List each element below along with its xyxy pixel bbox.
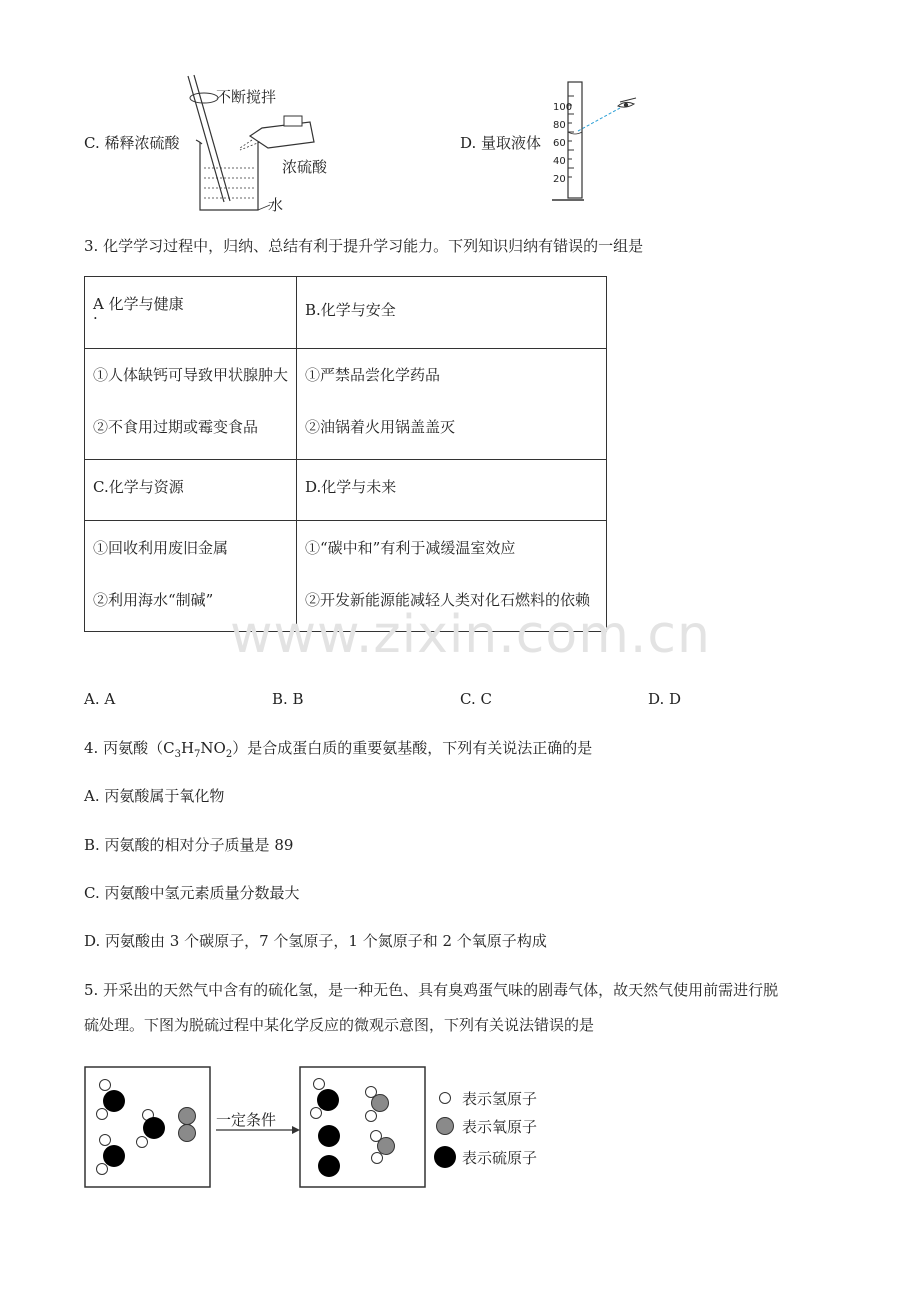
tick-80: 80 xyxy=(553,120,566,131)
q5-stem-line1: 5. 开采出的天然气中含有的硫化氢，是一种无色、具有臭鸡蛋气味的剧毒气体，故天然气使用前需进行脱 xyxy=(84,981,779,999)
h2s-molecule-1 xyxy=(97,1080,126,1120)
legend-sulfur: 表示硫原子 xyxy=(462,1149,538,1167)
option-d-label: D. 量取液体 xyxy=(460,134,542,152)
q4-option-b[interactable]: B. 丙氨酸的相对分子质量是 89 xyxy=(84,836,294,854)
h2s-molecule-unreacted xyxy=(311,1079,340,1119)
q3-stem: 3. 化学学习过程中，归纳、总结有利于提升学习能力。下列知识归纳有错误的一组是 xyxy=(84,237,644,255)
sulfur-atom-1 xyxy=(318,1125,340,1147)
tick-100: 100 xyxy=(553,102,573,113)
cell-a-head: A 化学与健康 · xyxy=(85,277,297,349)
tick-60: 60 xyxy=(553,138,566,149)
q4-option-c[interactable]: C. 丙氨酸中氢元素质量分数最大 xyxy=(84,884,300,902)
stir-label: 不断搅拌 xyxy=(216,88,277,106)
tick-40: 40 xyxy=(553,156,566,167)
legend-sulfur-symbol xyxy=(434,1146,456,1168)
cell-b-head: B.化学与安全 xyxy=(297,277,607,349)
h2o-molecule-2 xyxy=(371,1131,395,1164)
q4-option-d[interactable]: D. 丙氨酸由 3 个碳原子，7 个氢原子，1 个氮原子和 2 个氧原子构成 xyxy=(84,932,547,950)
sulfur-atom-2 xyxy=(318,1155,340,1177)
legend-hydrogen: 表示氢原子 xyxy=(462,1090,538,1108)
cell-b-body: ①严禁品尝化学药品 ②油锅着火用锅盖盖灭 xyxy=(297,349,607,460)
q3-option-c[interactable]: C. C xyxy=(460,690,492,708)
h2s-molecule-3 xyxy=(97,1135,126,1175)
cell-d-head: D.化学与未来 xyxy=(297,460,607,521)
o2-molecule xyxy=(179,1108,196,1142)
q3-option-d[interactable]: D. D xyxy=(648,690,682,708)
h2o-molecule-1 xyxy=(366,1087,389,1122)
q4-stem: 4. 丙氨酸$(C_3H_7NO_2)$是合成蛋白质的重要氨基酸，下列有关说法正确的是 xyxy=(84,739,593,760)
q3-option-a[interactable]: A. A xyxy=(84,690,116,708)
legend-oxygen: 表示氧原子 xyxy=(462,1118,538,1136)
conc-acid-label: 浓硫酸 xyxy=(282,158,328,176)
cell-d-body: ①“碳中和”有利于减缓温室效应 ②开发新能源能减轻人类对化石燃料的依赖 xyxy=(297,521,607,632)
water-label: 水 xyxy=(268,196,284,214)
legend-oxygen-symbol xyxy=(437,1118,454,1135)
q3-option-b[interactable]: B. B xyxy=(272,690,304,708)
q5-stem-line2: 硫处理。下图为脱硫过程中某化学反应的微观示意图，下列有关说法错误的是 xyxy=(84,1016,595,1034)
legend-hydrogen-symbol xyxy=(440,1093,451,1104)
cell-a-body: ①人体缺钙可导致甲状腺肿大 ②不食用过期或霉变食品 xyxy=(85,349,297,460)
option-c-label: C. 稀释浓硫酸 xyxy=(84,134,180,152)
h2s-molecule-2 xyxy=(137,1110,166,1148)
cell-c-head: C.化学与资源 xyxy=(85,460,297,521)
watermark: www.zixin.com.cn xyxy=(230,605,711,665)
cell-c-body: ①回收利用废旧金属 ②利用海水“制碱” xyxy=(85,521,297,632)
q4-option-a[interactable]: A. 丙氨酸属于氧化物 xyxy=(84,787,225,805)
cylinder-scale xyxy=(553,99,572,189)
tick-20: 20 xyxy=(553,174,566,185)
arrow-label: 一定条件 xyxy=(216,1111,277,1129)
knowledge-table xyxy=(84,276,607,632)
